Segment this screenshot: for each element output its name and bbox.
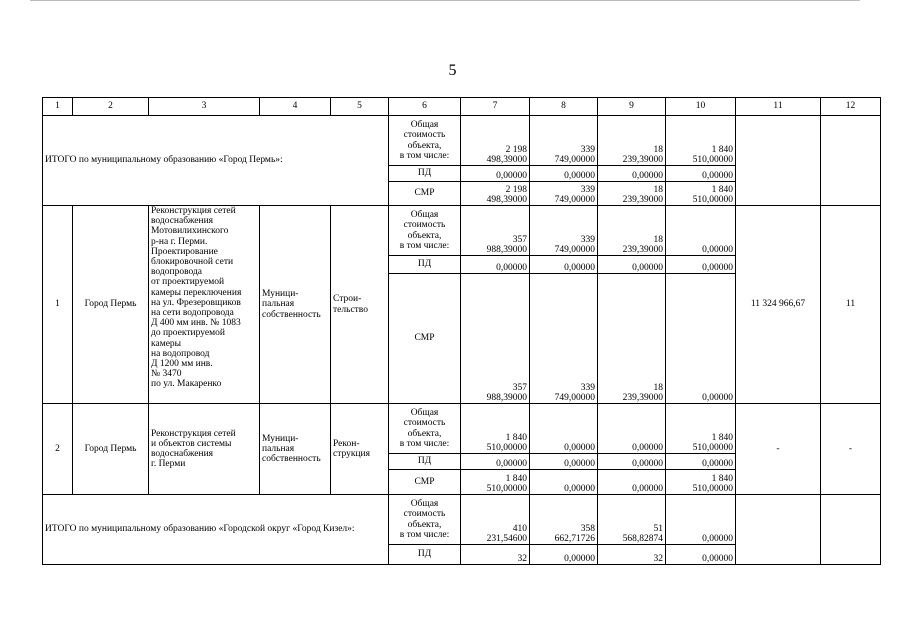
- value-cell: 339 749,00000: [530, 206, 598, 256]
- object-col12-value: 11: [821, 206, 881, 404]
- value-cell: 0,00000: [666, 274, 736, 404]
- column-header: 12: [821, 98, 881, 116]
- row-label: СМР: [389, 470, 461, 495]
- object-city: Город Пермь: [73, 404, 149, 495]
- value-cell: 0,00000: [598, 404, 666, 454]
- object-ownership: Муници- пальная собственность: [260, 206, 331, 404]
- value-cell: 357 988,39000: [461, 274, 530, 404]
- value-cell: 1 840 510,00000: [461, 470, 530, 495]
- value-cell: 0,00000: [598, 166, 666, 182]
- column-header: 7: [461, 98, 530, 116]
- value-cell: 0,00000: [461, 166, 530, 182]
- object-col12-value: -: [821, 404, 881, 495]
- value-cell: 1 840 510,00000: [666, 116, 736, 166]
- value-cell: 0,00000: [666, 166, 736, 182]
- section-total-title: ИТОГО по муниципальному образованию «Город Пермь»:: [43, 116, 389, 206]
- value-cell: 18 239,39000: [598, 182, 666, 206]
- object-col11-value: -: [736, 404, 821, 495]
- row-label: Общая стоимость объекта, в том числе:: [389, 495, 461, 545]
- value-cell: 0,00000: [666, 256, 736, 274]
- table-row: [43, 116, 881, 166]
- column-number-row: [43, 98, 881, 116]
- row-label: ПД: [389, 166, 461, 182]
- column-header: 8: [530, 98, 598, 116]
- value-cell: 358 662,71726: [530, 495, 598, 545]
- value-cell: 18 239,39000: [598, 116, 666, 166]
- object-col11-value: 11 324 966,67: [736, 206, 821, 404]
- value-cell: 0,00000: [530, 545, 598, 565]
- value-cell: 1 840 510,00000: [666, 182, 736, 206]
- value-cell: 0,00000: [530, 256, 598, 274]
- value-cell: 2 198 498,39000: [461, 116, 530, 166]
- object-ownership: Муници- пальная собственность: [260, 404, 331, 495]
- value-cell: 0,00000: [666, 206, 736, 256]
- value-cell: 1 840 510,00000: [666, 404, 736, 454]
- column-header: 5: [331, 98, 389, 116]
- value-cell: 410 231,54600: [461, 495, 530, 545]
- table-row: [43, 206, 881, 256]
- row-label: СМР: [389, 274, 461, 404]
- value-cell: 0,00000: [598, 470, 666, 495]
- object-description: Реконструкция сетей и объектов системы водоснабжения г. Перми: [149, 404, 260, 495]
- value-cell: 32: [461, 545, 530, 565]
- table-row: [43, 404, 881, 454]
- value-cell: 339 749,00000: [530, 116, 598, 166]
- empty-cell: [821, 495, 881, 565]
- row-label: СМР: [389, 182, 461, 206]
- object-work-type: Рекон- струкция: [331, 404, 389, 495]
- value-cell: 18 239,39000: [598, 274, 666, 404]
- object-number: 2: [43, 404, 73, 495]
- row-label: ПД: [389, 256, 461, 274]
- column-header: 4: [260, 98, 331, 116]
- value-cell: 18 239,39000: [598, 206, 666, 256]
- object-city: Город Пермь: [73, 206, 149, 404]
- value-cell: 32: [598, 545, 666, 565]
- row-label: ПД: [389, 545, 461, 565]
- value-cell: 0,00000: [598, 454, 666, 470]
- row-label: Общая стоимость объекта, в том числе:: [389, 206, 461, 256]
- value-cell: 0,00000: [666, 545, 736, 565]
- value-cell: 2 198 498,39000: [461, 182, 530, 206]
- value-cell: 339 749,00000: [530, 274, 598, 404]
- row-label: ПД: [389, 454, 461, 470]
- value-cell: 0,00000: [530, 404, 598, 454]
- column-header: 6: [389, 98, 461, 116]
- column-header: 9: [598, 98, 666, 116]
- value-cell: 0,00000: [461, 454, 530, 470]
- value-cell: 0,00000: [461, 256, 530, 274]
- column-header: 11: [736, 98, 821, 116]
- value-cell: 339 749,00000: [530, 182, 598, 206]
- column-header: 10: [666, 98, 736, 116]
- value-cell: 1 840 510,00000: [461, 404, 530, 454]
- empty-cell: [821, 116, 881, 206]
- value-cell: 0,00000: [530, 470, 598, 495]
- column-header: 2: [73, 98, 149, 116]
- object-work-type: Строи- тельство: [331, 206, 389, 404]
- investment-table: [42, 97, 881, 565]
- value-cell: 1 840 510,00000: [666, 470, 736, 495]
- table-row: [43, 495, 881, 545]
- column-header: 1: [43, 98, 73, 116]
- column-header: 3: [149, 98, 260, 116]
- section-total-title: ИТОГО по муниципальному образованию «Городской округ «Город Кизел»:: [43, 495, 389, 565]
- page-number: 5: [448, 62, 457, 79]
- value-cell: 51 568,82874: [598, 495, 666, 545]
- object-number: 1: [43, 206, 73, 404]
- empty-cell: [736, 116, 821, 206]
- object-description: Реконструкция сетей водоснабжения Мотовилихинского р-на г. Перми. Проектирование блокировочной сети водопровода от проектируемой камеры переключения на ул. Фрезеровщиков на сети водопровода Д 400 мм инв. № 1083 до проектируемой камеры на водопровод Д 1200 мм инв. № 3470 по ул. Макаренко: [149, 206, 260, 404]
- value-cell: 0,00000: [530, 454, 598, 470]
- scan-top-edge-line: [30, 0, 860, 1]
- value-cell: 0,00000: [598, 256, 666, 274]
- empty-cell: [736, 495, 821, 565]
- value-cell: 0,00000: [666, 495, 736, 545]
- value-cell: 0,00000: [530, 166, 598, 182]
- row-label: Общая стоимость объекта, в том числе:: [389, 116, 461, 166]
- value-cell: 0,00000: [666, 454, 736, 470]
- row-label: Общая стоимость объекта, в том числе:: [389, 404, 461, 454]
- value-cell: 357 988,39000: [461, 206, 530, 256]
